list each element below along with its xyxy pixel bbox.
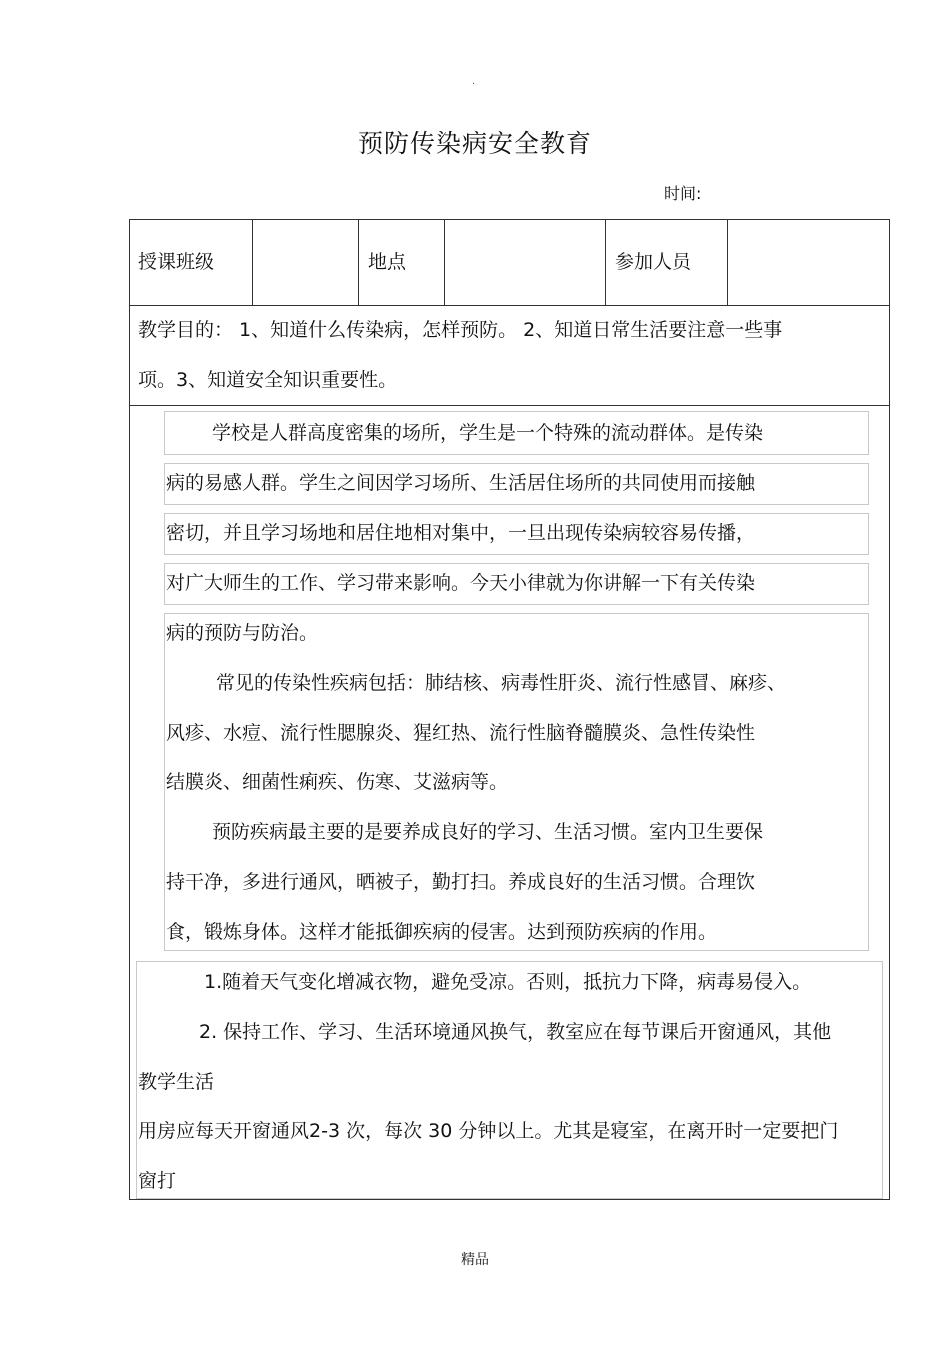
measures-line: 教学生活 [138, 1071, 215, 1093]
footer-text: 精品 [461, 1252, 489, 1268]
time-label: 时间: [664, 184, 702, 203]
content-line: 持干净，多进行通风，晒被子，勤打扫。养成良好的生活习惯。合理饮 [166, 871, 756, 893]
class-label: 授课班级 [138, 251, 215, 273]
content-line: 学校是人群高度密集的场所，学生是一个特殊的流动群体。是传染 [212, 422, 764, 444]
measures-line: 用房应每天开窗通风2-3 次，每次 30 分钟以上。尤其是寝室，在离开时一定要把门 [138, 1120, 839, 1142]
attendees-label: 参加人员 [615, 251, 692, 273]
table-rule [358, 219, 359, 305]
measures-line: 1.随着天气变化增减衣物，避免受凉。否则，抵抗力下降，病毒易侵入。 [204, 971, 812, 993]
table-rule [129, 405, 890, 406]
content-line: 病的易感人群。学生之间因学习场所、生活居住场所的共同使用而接触 [166, 472, 756, 494]
table-rule [129, 305, 890, 306]
content-line: 常见的传染性疾病包括：肺结核、病毒性肝炎、流行性感冒、麻疹、 [216, 672, 787, 694]
measures-line: 2. 保持工作、学习、生活环境通风换气，教室应在每节课后开窗通风，其他 [199, 1021, 832, 1043]
table-rule [444, 219, 445, 305]
page-title: 预防传染病安全教育 [357, 129, 592, 158]
content-line: 结膜炎、细菌性痢疾、伤寒、艾滋病等。 [166, 771, 509, 793]
content-line: 风疹、水痘、流行性腮腺炎、猩红热、流行性脑脊髓膜炎、急性传染性 [166, 722, 756, 744]
objectives-line: 项。3、知道安全知识重要性。 [138, 369, 398, 391]
content-line: 预防疾病最主要的是要养成良好的学习、生活习惯。室内卫生要保 [212, 821, 764, 843]
table-rule [727, 219, 728, 305]
place-label: 地点 [368, 251, 407, 273]
content-line: 食，锻炼身体。这样才能抵御疾病的侵害。达到预防疾病的作用。 [166, 921, 718, 943]
measures-box [136, 961, 883, 1199]
objectives-line: 教学目的： 1、知道什么传染病，怎样预防。 2、知道日常生活要注意一些事 [138, 319, 783, 341]
content-line: 密切，并且学习场地和居住地相对集中，一旦出现传染病较容易传播， [166, 522, 756, 544]
table-rule [605, 219, 606, 305]
content-line: 对广大师生的工作、学习带来影响。今天小律就为你讲解一下有关传染 [166, 572, 756, 594]
measures-line: 窗打 [138, 1170, 177, 1192]
content-line: 病的预防与防治。 [166, 622, 319, 644]
table-rule [252, 219, 253, 305]
page-dot: . [472, 76, 476, 87]
